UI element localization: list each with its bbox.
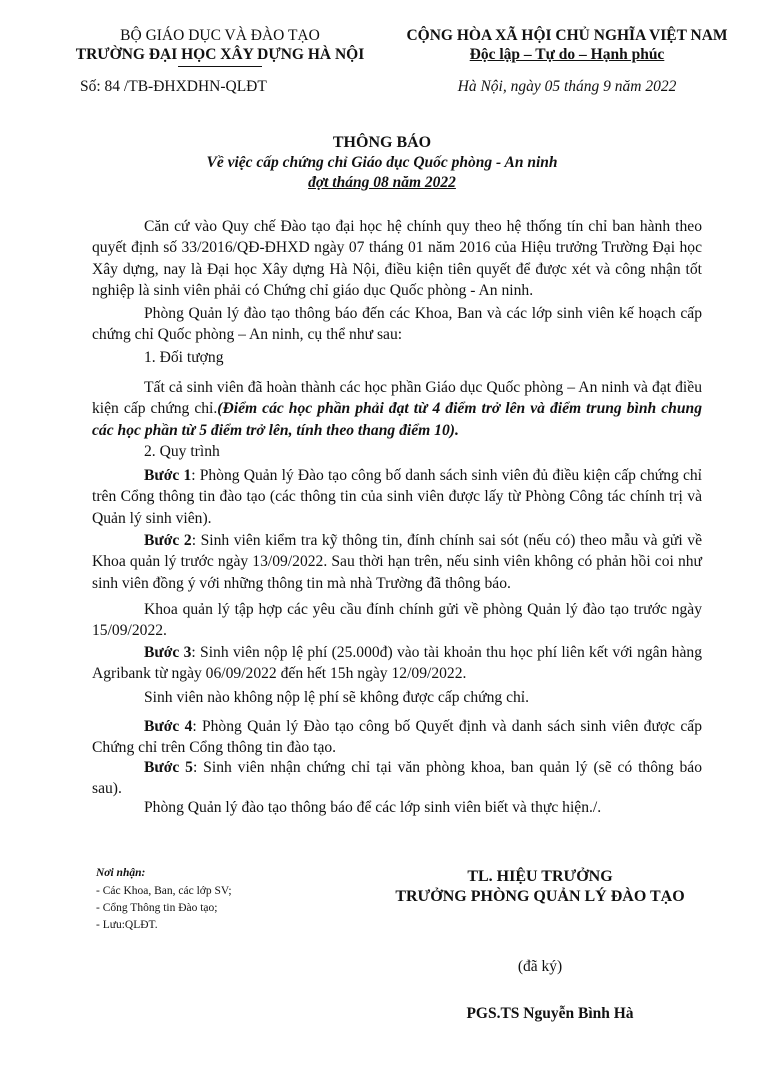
document-period: đợt tháng 08 năm 2022 xyxy=(308,174,456,191)
step-3-label: Bước 3 xyxy=(144,644,192,661)
step-2-paragraph: Bước 2: Sinh viên kiểm tra kỹ thông tin, đính chính sai sót (nếu có) theo mẫu và gửi về Khoa quản lý trước ngày 13/09/2022. Sau thời hạn trên, nếu sinh viên không có phản hồi coi như sinh viên đồng ý với những thông tin mà nhà Trường đã thông báo. xyxy=(92,532,702,592)
signature-title: TL. HIỆU TRƯỞNG xyxy=(467,868,613,885)
signed-note: (đã ký) xyxy=(517,958,563,975)
eligibility-paragraph: Tất cả sinh viên đã hoàn thành các học phần Giáo dục Quốc phòng – An ninh và đạt điều kiện cấp chứng chỉ.(Điểm các học phần phải đạt từ 4 điểm trở lên và điểm trung bình chung các học phần từ 5 điểm trở lên, tính theo thang điểm 10). xyxy=(92,379,702,439)
signature-position: TRƯỞNG PHÒNG QUẢN LÝ ĐÀO TẠO xyxy=(395,888,685,905)
fee-paragraph: Sinh viên nào không nộp lệ phí sẽ không được cấp chứng chỉ. xyxy=(144,689,530,706)
closing-paragraph: Phòng Quản lý đào tạo thông báo để các lớp sinh viên biết và thực hiện./. xyxy=(144,799,602,816)
section-heading-process: 2. Quy trình xyxy=(144,443,220,460)
step-5-label: Bước 5 xyxy=(144,759,193,776)
step-1-paragraph: Bước 1: Phòng Quản lý Đào tạo công bố danh sách sinh viên đủ điều kiện cấp chứng chỉ trên Cổng thông tin đào tạo (các thông tin của sinh viên được lấy từ Phòng Công tác chính trị và Quản lý sinh viên). xyxy=(92,467,702,527)
document-subject: Về việc cấp chứng chỉ Giáo dục Quốc phòng - An ninh xyxy=(206,154,558,171)
step-1-label: Bước 1 xyxy=(144,467,192,484)
document-title: THÔNG BÁO xyxy=(332,134,432,151)
recipients-title: Nơi nhận: xyxy=(96,867,146,879)
intro-paragraph: Căn cứ vào Quy chế Đào tạo đại học hệ chính quy theo hệ thống tín chỉ ban hành theo quyết định số 33/2016/QĐ-ĐHXD ngày 07 tháng 01 năm 2016 của Hiệu trưởng Trường Đại học Xây dựng, nay là Đại học Xây dựng Hà Nội, điều kiện tiên quyết để được xét và công nhận tốt nghiệp là sinh viên phải có Chứng chỉ giáo dục Quốc phòng - An ninh. xyxy=(92,218,702,299)
step-4-label: Bước 4 xyxy=(144,718,193,735)
place-date: Hà Nội, ngày 05 tháng 9 năm 2022 xyxy=(457,78,677,95)
step-2-label: Bước 2 xyxy=(144,532,192,549)
faculty-paragraph: Khoa quản lý tập hợp các yêu cầu đính chính gửi về phòng Quản lý đào tạo trước ngày 15/09/2022. xyxy=(92,601,702,640)
step-3-paragraph: Bước 3: Sinh viên nộp lệ phí (25.000đ) vào tài khoản thu học phí liên kết với ngân hàng Agribank từ ngày 06/09/2022 đến hết 15h ngày 12/09/2022. xyxy=(92,644,702,683)
country-name: CỘNG HÒA XÃ HỘI CHỦ NGHĨA VIỆT NAM xyxy=(406,27,728,44)
ministry-name: BỘ GIÁO DỤC VÀ ĐÀO TẠO xyxy=(120,27,320,44)
university-name: TRƯỜNG ĐẠI HỌC XÂY DỰNG HÀ NỘI xyxy=(75,46,365,63)
recipient-item: - Cổng Thông tin Đào tạo; xyxy=(96,902,218,914)
signer-name: PGS.TS Nguyễn Bình Hà xyxy=(466,1005,634,1022)
announcement-paragraph: Phòng Quản lý đào tạo thông báo đến các Khoa, Ban và các lớp sinh viên kế hoạch cấp chứng chỉ Quốc phòng – An ninh, cụ thể như sau: xyxy=(92,305,702,344)
document-number: Số: 84 /TB-ĐHXDHN-QLĐT xyxy=(80,78,267,95)
national-motto: Độc lập – Tự do – Hạnh phúc xyxy=(469,46,665,63)
recipient-item: - Các Khoa, Ban, các lớp SV; xyxy=(96,885,232,897)
step-4-paragraph: Bước 4: Phòng Quản lý Đào tạo công bố Quyết định và danh sách sinh viên được cấp Chứng chỉ trên Cổng thông tin đào tạo. xyxy=(92,718,702,757)
header-left-divider xyxy=(178,66,262,67)
step-5-paragraph: Bước 5: Sinh viên nhận chứng chỉ tại văn phòng khoa, ban quản lý (sẽ có thông báo sau). xyxy=(92,759,702,798)
section-heading-subjects: 1. Đối tượng xyxy=(144,349,224,366)
recipient-item: - Lưu:QLĐT. xyxy=(96,919,158,931)
